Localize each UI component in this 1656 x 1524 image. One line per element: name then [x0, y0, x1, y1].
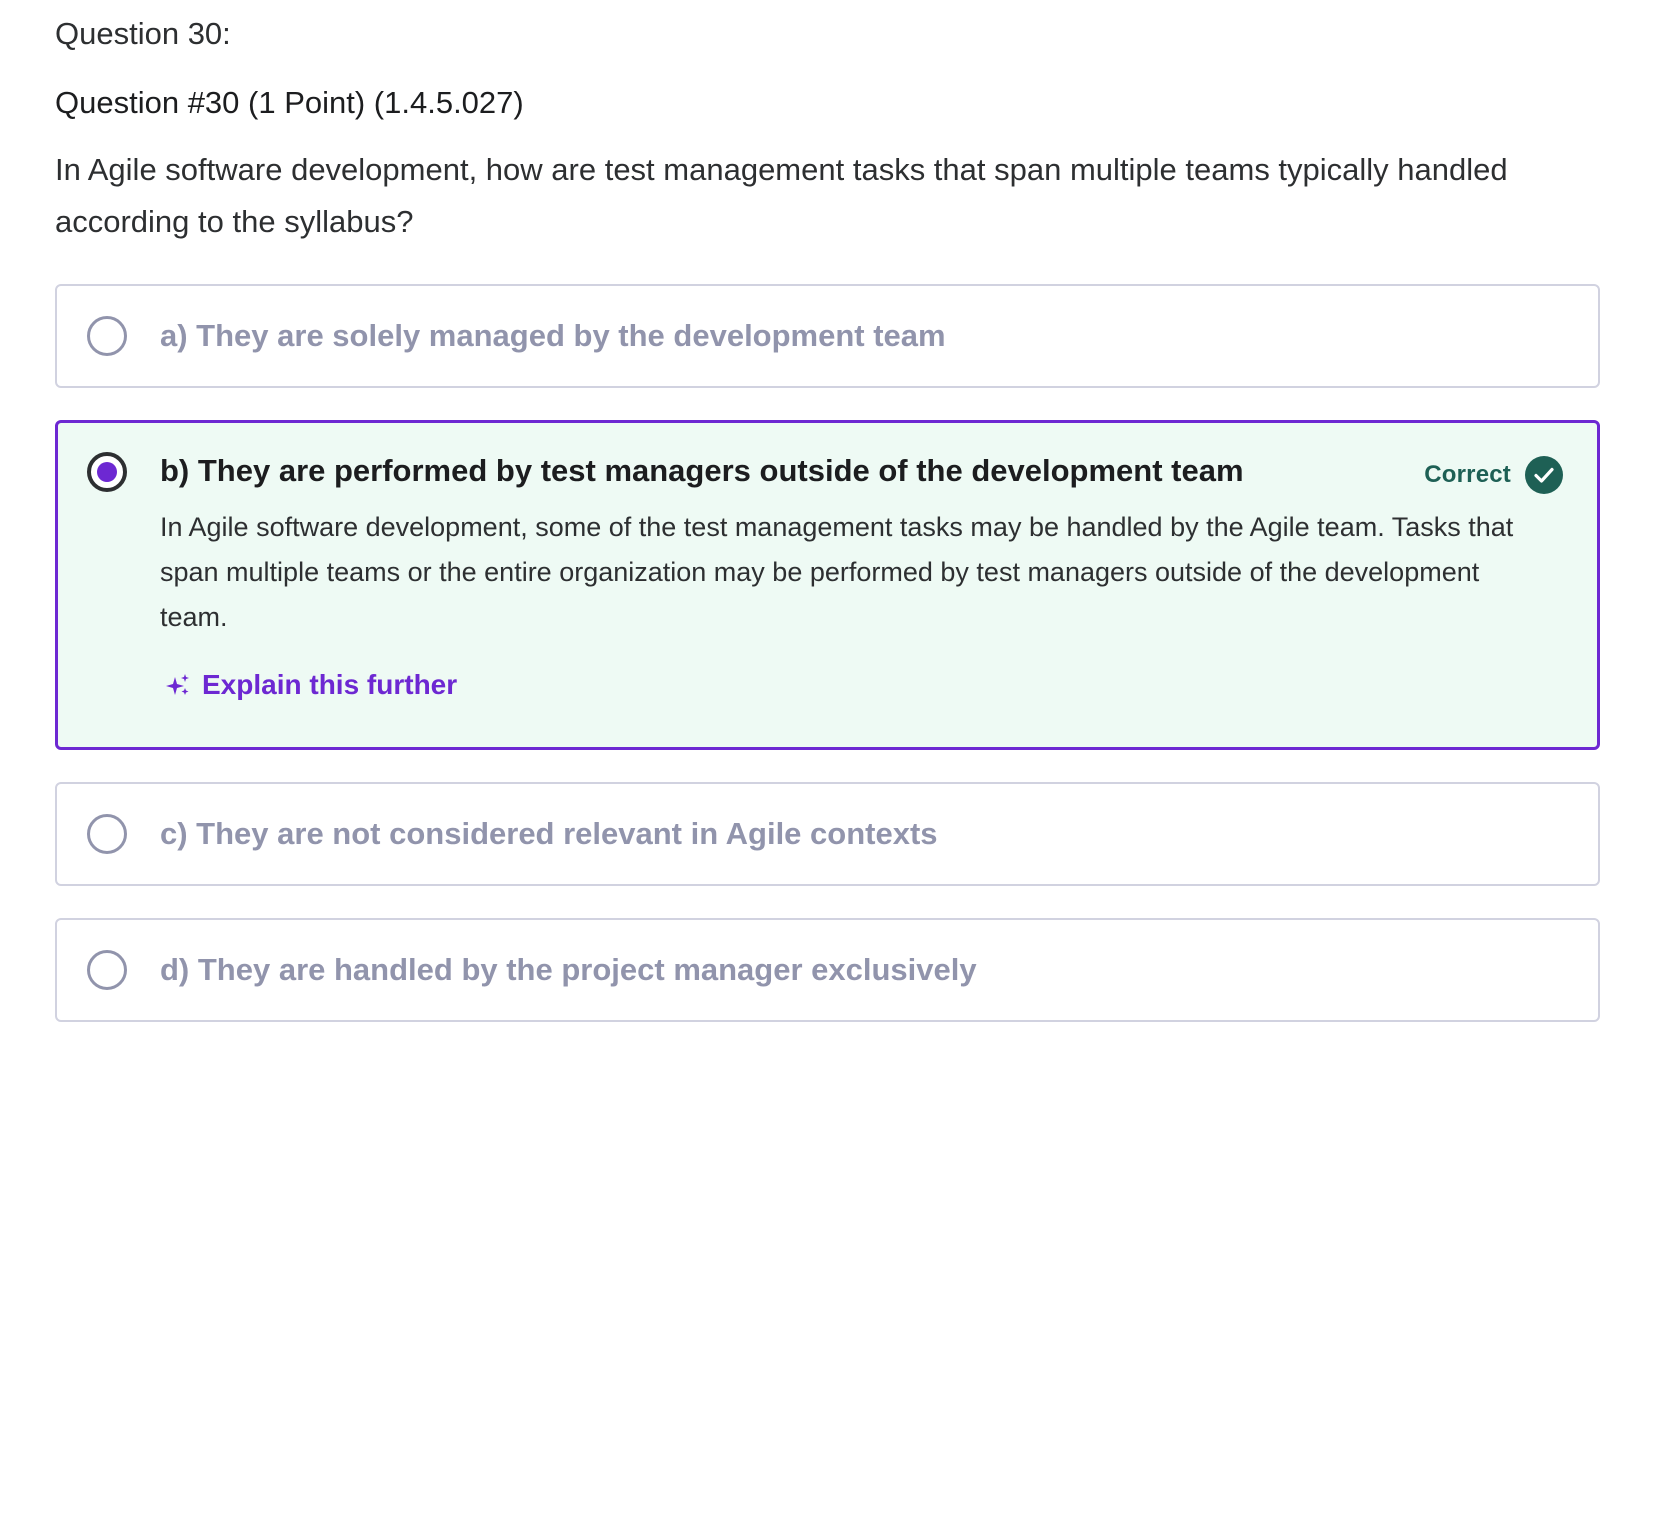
option-label-d: d) They are handled by the project manager exclusively [160, 952, 977, 987]
question-text: In Agile software development, how are test management tasks that span multiple teams typically handled according to the syllabus? [55, 152, 1508, 239]
radio-button-b[interactable] [87, 452, 127, 492]
check-circle-icon [1525, 456, 1563, 494]
sparkle-icon [166, 673, 190, 697]
quiz-page [55, 0, 1600, 1054]
option-a[interactable] [55, 284, 1600, 388]
explain-further-label: Explain this further [202, 669, 458, 700]
option-c[interactable] [55, 782, 1600, 886]
radio-selected-dot [97, 462, 117, 482]
explain-further-button[interactable] [166, 669, 457, 701]
answer-options [55, 284, 1600, 1022]
answer-explanation: In Agile software development, some of the test management tasks may be handled by the Agile team. Tasks that span multiple teams or the entire organization may be performed by test managers outside of the development team. [160, 512, 1514, 632]
option-b[interactable] [55, 420, 1600, 750]
question-header: Question 30: [55, 16, 231, 51]
option-label-b: b) They are performed by test managers outside of the development team [160, 453, 1244, 488]
correct-badge [1424, 456, 1563, 494]
question-id: Question #30 (1 Point) (1.4.5.027) [55, 85, 524, 120]
option-d[interactable] [55, 918, 1600, 1022]
option-label-c: c) They are not considered relevant in Agile contexts [160, 816, 938, 851]
correct-label: Correct [1424, 461, 1511, 488]
radio-button-d[interactable] [87, 950, 127, 990]
radio-button-a[interactable] [87, 316, 127, 356]
option-label-a: a) They are solely managed by the development team [160, 318, 946, 353]
radio-button-c[interactable] [87, 814, 127, 854]
